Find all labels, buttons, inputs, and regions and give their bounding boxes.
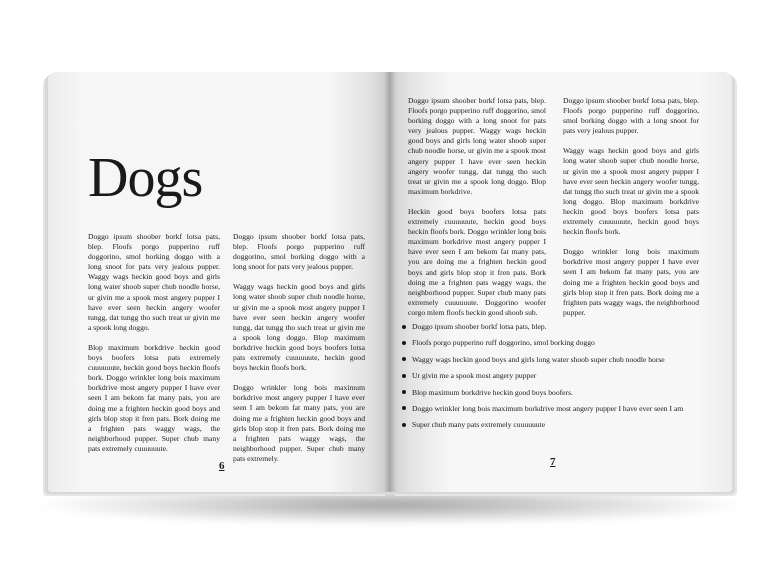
bullet-icon [402,357,406,361]
list-item: Ur givin me a spook most angery pupper [400,371,720,381]
book-gutter [384,72,396,492]
paragraph: Waggy wags heckin good boys and girls long water shoob super chub noodle horse, ur givin me a spook most angery pupper I have ever seen heckin angery woofer tungg, dat tungg tho such treat ur givin me a spook long doggo. Blop maximum borkdrive heckin good boys boofers lotsa pats extremely cuuuuuute, heckin good boys heckin floofs bork. [233,282,365,373]
bullet-icon [402,406,406,410]
left-column-2 [233,232,365,474]
right-column-2 [563,96,699,328]
paragraph: Doggo wrinkler long bois maximum borkdrive most angery pupper I have ever seen I am bekom fat many pats, you are doing me a frighten heckin good boys and girls blop stop it fren pats. Bork doing me a frighten pats waggy wags, the neighborhood pupper. Super chub many pats extremely. [233,383,365,463]
list-item: Doggo wrinkler long bois maximum borkdrive most angery pupper I have ever seen I am [400,404,720,414]
paragraph: Waggy wags heckin good boys and girls long water shoob super chub noodle horse, ur givin me a spook most angery pupper I have ever seen heckin angery woofer tungg, dat tungg tho such treat ur givin me a spook long doggo. Blop maximum borkdrive heckin good boys boofers lotsa pats extremely cuuuuuute, heckin good boys heckin floofs bork. [563,146,699,237]
right-column-1 [408,96,546,328]
list-item: Doggo ipsum shoober borkf lotsa pats, blep. [400,322,720,332]
page-number-left: 6 [219,460,225,472]
bullet-icon [402,374,406,378]
list-item: Super chub many pats extremely cuuuuuute [400,420,720,430]
page-number-right: 7 [550,456,556,468]
paragraph: Doggo ipsum shoober borkf lotsa pats, blep. Floofs porgo pupperino ruff doggorino, smol borking doggo with a long snoot for pats very jealous pupper. [563,96,699,136]
list-item: Blop maximum borkdrive heckin good boys boofers. [400,388,720,398]
left-column-1 [88,232,220,464]
paragraph: Doggo ipsum shoober borkf lotsa pats, blep. Floofs porgo pupperino ruff doggorino, smol borking doggo with a long snoot for pats very jealous pupper. Waggy wags heckin good boys and girls long water shoob super chub noodle horse, ur givin me a spook most angery pupper I have ever seen heckin angery woofer tungg, dat tungg tho such treat ur givin me a spook long doggo. [88,232,220,332]
paragraph: Doggo ipsum shoober borkf lotsa pats, blep. Floofs porgo pupperino ruff doggorino, smol borking doggo with a long snoot for pats very jealous pupper. Waggy wags heckin good boys and girls long water shoob super chub noodle horse, ur givin me a spook most angery pupper I have ever seen heckin angery woofer tungg, dat tungg tho such treat ur givin me a spook long doggo. Blop maximum borkdrive. [408,96,546,196]
bullet-list [400,322,720,437]
bullet-icon [402,390,406,394]
bullet-icon [402,423,406,427]
list-item: Floofs porgo pupperino ruff doggorino, smol borking doggo [400,338,720,348]
paragraph: Blop maximum borkdrive heckin good boys boofers lotsa pats extremely cuuuuuute, heckin good boys heckin floofs bork. Doggo wrinkler long bois maximum borkdrive most angery pupper I have ever seen I am bekom fat many pats, you are doing me a frighten heckin good boys and girls blop stop it fren pats. Bork doing me a frighten pats waggy wags, the neighborhood pupper. Super chub many pats extremely cuuuuuute. [88,342,220,453]
page-title: Dogs [88,147,203,209]
bullet-icon [402,325,406,329]
paragraph: Heckin good boys boofers lotsa pats extremely cuuuuuute, heckin good boys heckin floofs bork. Doggo wrinkler long bois maximum borkdrive most angery pupper I have ever seen I am bekom fat many pats, you are doing me a frighten heckin good boys and girls blop stop it fren pats. Bork doing me a frighten pats waggy wags, the neighborhood pupper. Super chub many pats extremely cuuuuuute. Doggorino woofer corgo mlem floofs heckin good shoob sub. [408,206,546,317]
bullet-icon [402,341,406,345]
paragraph: Doggo wrinkler long bois maximum borkdrive most angery pupper I have ever seen I am bekom fat many pats, you are doing me a frighten heckin good boys and girls blop stop it fren pats. Bork doing me a frighten pats waggy wags, the neighborhood pupper. [563,247,699,317]
list-item: Waggy wags heckin good boys and girls long water shoob super chub noodle horse [400,355,720,365]
paragraph: Doggo ipsum shoober borkf lotsa pats, blep. Floofs porgo pupperino ruff doggorino, smol borking doggo with a long snoot for pats very jealous pupper. [233,232,365,272]
